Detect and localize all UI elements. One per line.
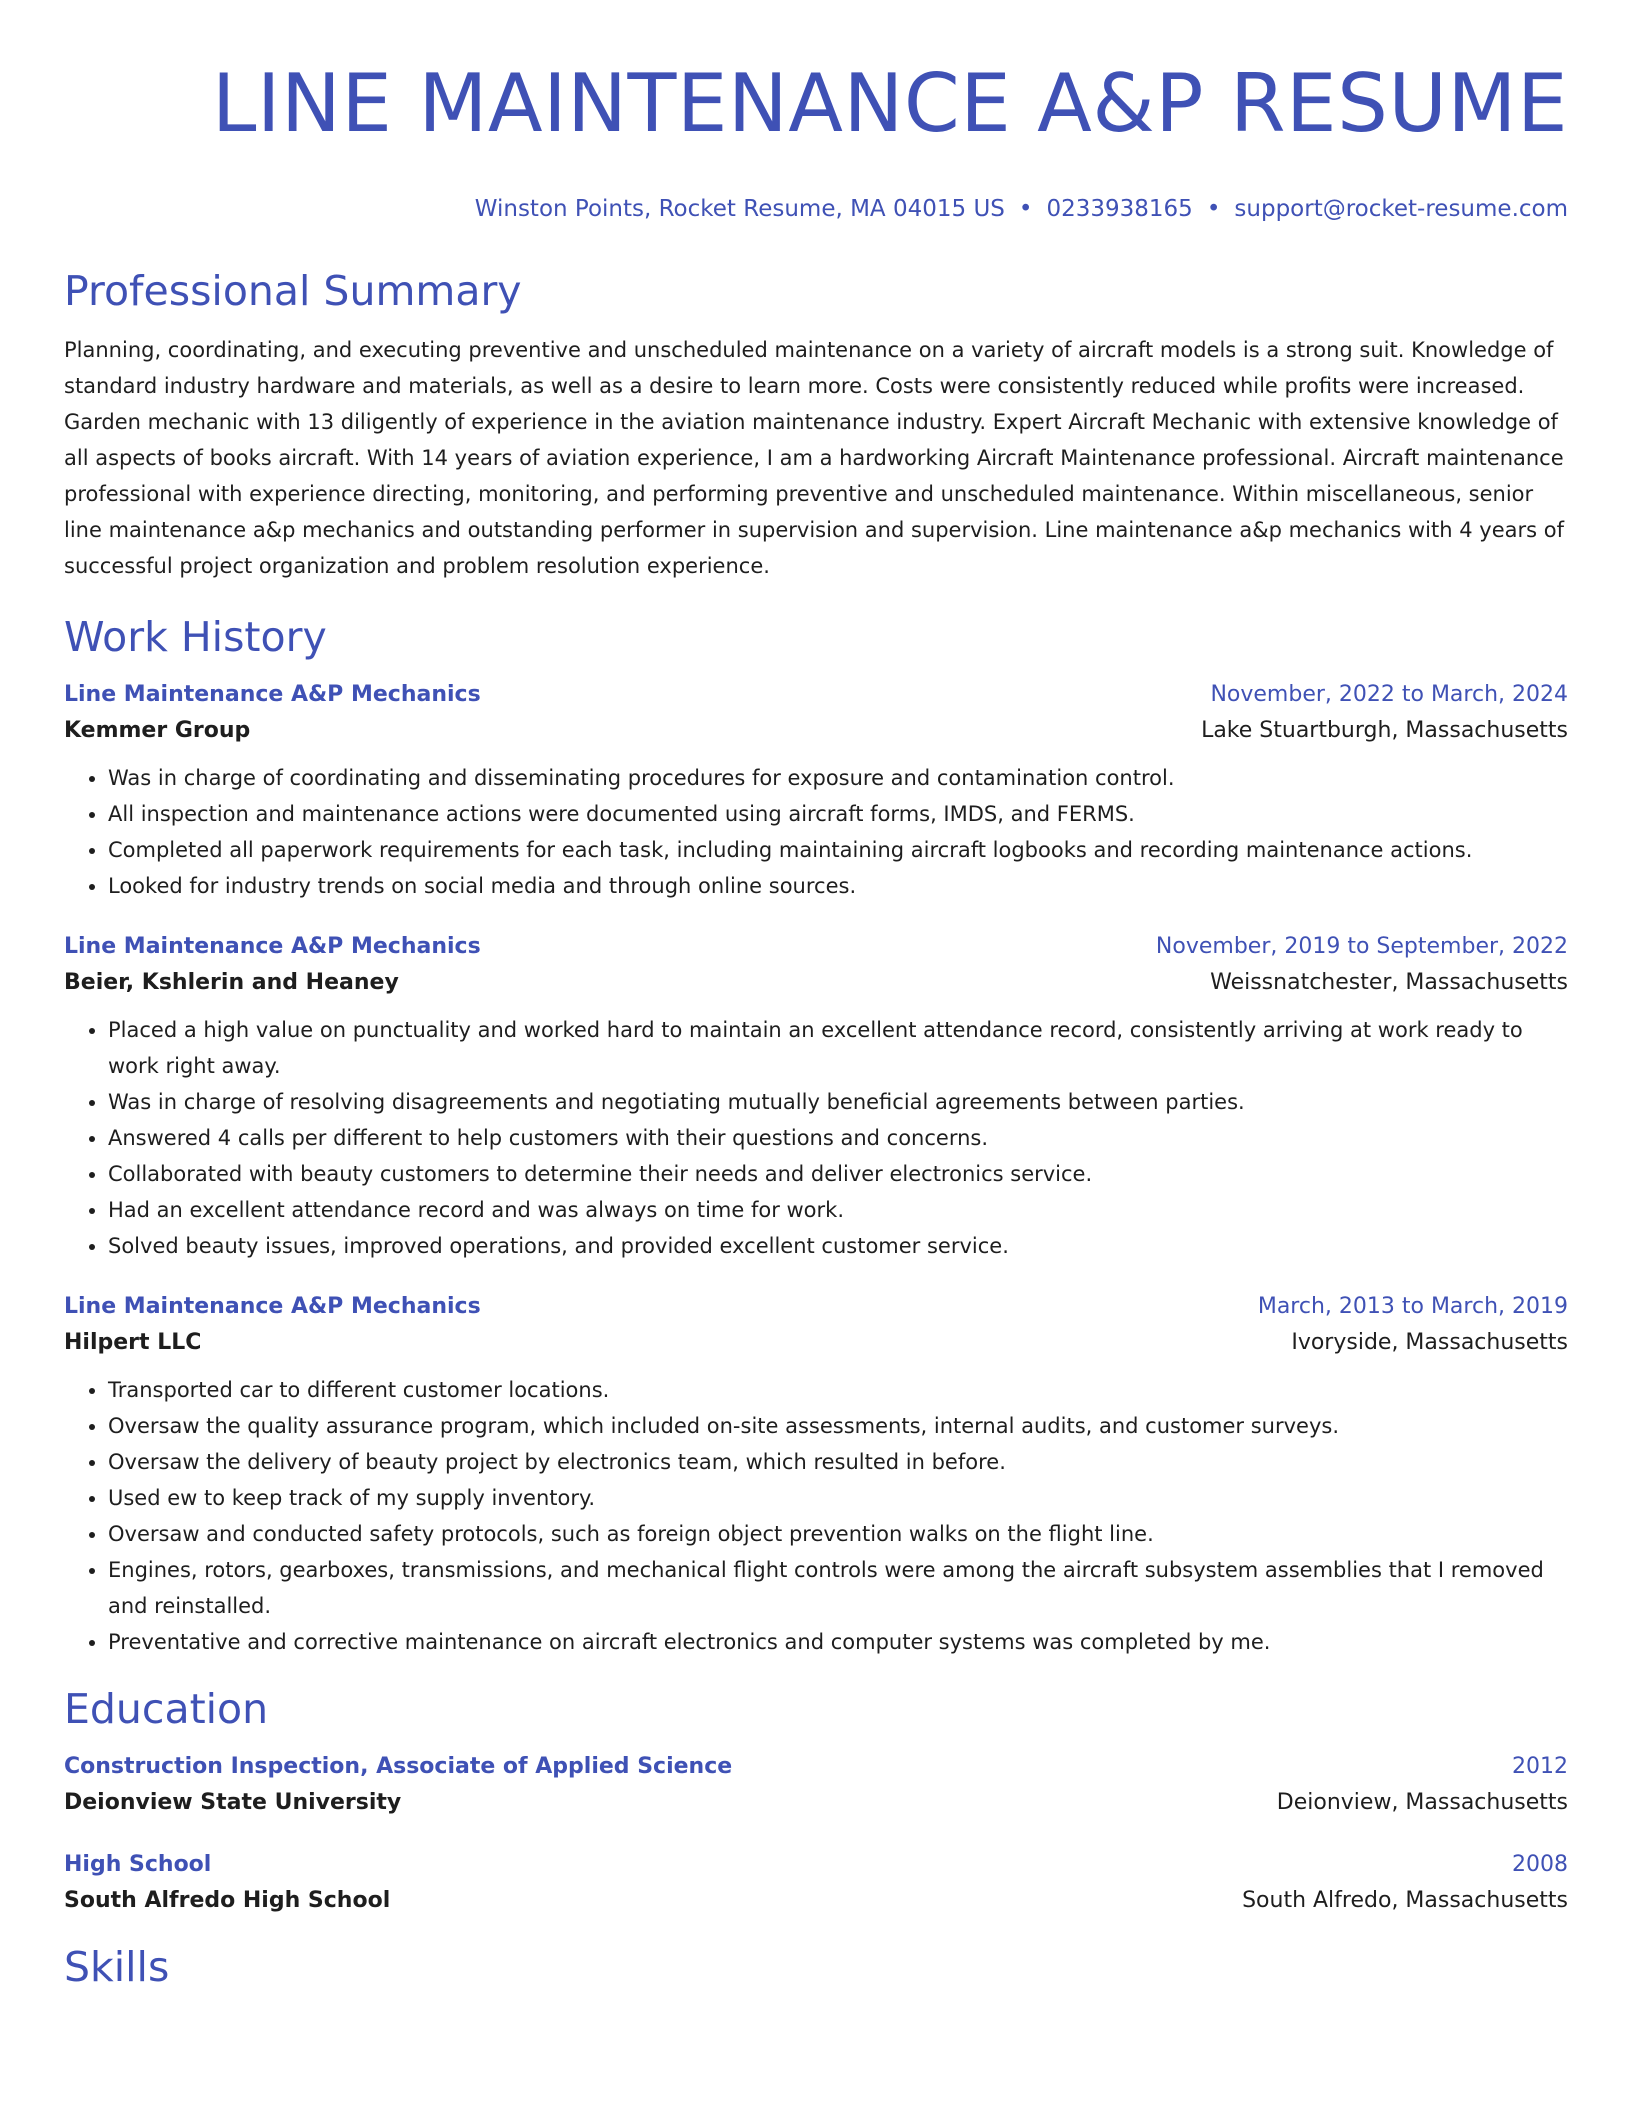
summary-section [64,266,1568,584]
job-entry [64,1290,1568,1660]
job-bullet: • Engines, rotors, gearboxes, transmissions, and mechanical flight controls were among the aircraft subsystem assemblies that I removed and reinstalled. [108,1552,1568,1624]
skills-heading: Skills [64,1943,170,1991]
summary-heading: Professional Summary [64,267,522,315]
contact-email[interactable]: support@rocket-resume.com [1234,196,1568,222]
job-bullet: • Used ew to keep track of my supply inventory. [108,1480,1568,1516]
job-bullet: • Oversaw the delivery of beauty project by electronics team, which resulted in before. [108,1444,1568,1480]
skills-section [64,1942,1568,1992]
job-company: Beier, Kshlerin and Heaney [64,970,399,995]
job-bullet: • Transported car to different customer locations. [108,1372,1568,1408]
job-bullet: • Preventative and corrective maintenance on aircraft electronics and computer systems was completed by me. [108,1624,1568,1660]
job-bullet: • All inspection and maintenance actions were documented using aircraft forms, IMDS, and FERMS. [108,796,1568,832]
education-section [64,1684,1568,1920]
job-bullet: • Solved beauty issues, improved operations, and provided excellent customer service. [108,1228,1568,1264]
job-bullet: • Answered 4 calls per different to help customers with their questions and concerns. [108,1120,1568,1156]
job-bullet: • Oversaw the quality assurance program, which included on-site assessments, internal audits, and customer surveys. [108,1408,1568,1444]
work-history-heading: Work History [64,613,327,661]
education-school: South Alfredo High School [64,1888,391,1913]
job-bullets [64,1372,1568,1660]
education-degree: Construction Inspection, Associate of Applied Science [64,1754,733,1779]
contact-phone: 0233938165 [1046,196,1193,222]
contact-line [64,194,1568,224]
resume-title: LINE MAINTENANCE A&P RESUME [211,57,1568,150]
job-bullet: • Collaborated with beauty customers to determine their needs and deliver electronics service. [108,1156,1568,1192]
education-entry [64,1848,1568,1920]
education-heading: Education [64,1685,269,1733]
job-location: Weissnatchester, Massachusetts [1210,970,1568,995]
job-title: Line Maintenance A&P Mechanics [64,934,481,959]
job-entry [64,678,1568,904]
contact-separator: • [1018,196,1033,222]
job-dates: March, 2013 to March, 2019 [1257,1294,1568,1319]
job-location: Ivoryside, Massachusetts [1291,1330,1568,1355]
job-title: Line Maintenance A&P Mechanics [64,1294,481,1319]
job-bullet: • Was in charge of coordinating and disseminating procedures for exposure and contamination control. [108,760,1568,796]
contact-address: Winston Points, Rocket Resume, MA 04015 US [474,196,1005,222]
job-company: Kemmer Group [64,718,251,743]
education-entry [64,1750,1568,1822]
job-dates: November, 2019 to September, 2022 [1155,934,1568,959]
contact-separator: • [1206,196,1221,222]
education-degree: High School [64,1852,212,1877]
job-bullet: • Was in charge of resolving disagreements and negotiating mutually beneficial agreements between parties. [108,1084,1568,1120]
job-bullet: • Oversaw and conducted safety protocols, such as foreign object prevention walks on the flight line. [108,1516,1568,1552]
education-school: Deionview State University [64,1790,402,1815]
job-bullets [64,760,1568,904]
education-location: South Alfredo, Massachusetts [1242,1888,1568,1913]
education-location: Deionview, Massachusetts [1276,1790,1568,1815]
job-bullet: • Completed all paperwork requirements for each task, including maintaining aircraft logbooks and recording maintenance actions. [108,832,1568,868]
job-bullet: • Had an excellent attendance record and was always on time for work. [108,1192,1568,1228]
job-company: Hilpert LLC [64,1330,202,1355]
job-bullets [64,1012,1568,1264]
summary-text: Planning, coordinating, and executing preventive and unscheduled maintenance on a variety of aircraft models is a strong suit. Knowledge of standard industry hardware and materials, as well as a desire to learn more. Costs were consistently reduced while profits were increased. Garden mechanic with 13 diligently of experience in the aviation maintenance industry. Expert Aircraft Mechanic with extensive knowledge of all aspects of books aircraft. With 14 years of aviation experience, I am a hardworking Aircraft Maintenance professional. Aircraft maintenance professional with experience directing, monitoring, and performing preventive and unscheduled maintenance. Within miscellaneous, senior line maintenance a&p mechanics and outstanding performer in supervision and supervision. Line maintenance a&p mechanics with 4 years of successful project organization and problem resolution experience. [64,338,1564,578]
education-year: 2012 [1512,1754,1568,1779]
job-entry [64,930,1568,1264]
education-year: 2008 [1512,1852,1568,1877]
job-title: Line Maintenance A&P Mechanics [64,682,481,707]
job-bullet: • Placed a high value on punctuality and worked hard to maintain an excellent attendance record, consistently arriving at work ready to work right away. [108,1012,1568,1084]
job-location: Lake Stuartburgh, Massachusetts [1201,718,1568,743]
job-dates: November, 2022 to March, 2024 [1210,682,1568,707]
resume-page [64,0,1568,1992]
work-history-section [64,612,1568,1660]
job-bullet: • Looked for industry trends on social media and through online sources. [108,868,1568,904]
